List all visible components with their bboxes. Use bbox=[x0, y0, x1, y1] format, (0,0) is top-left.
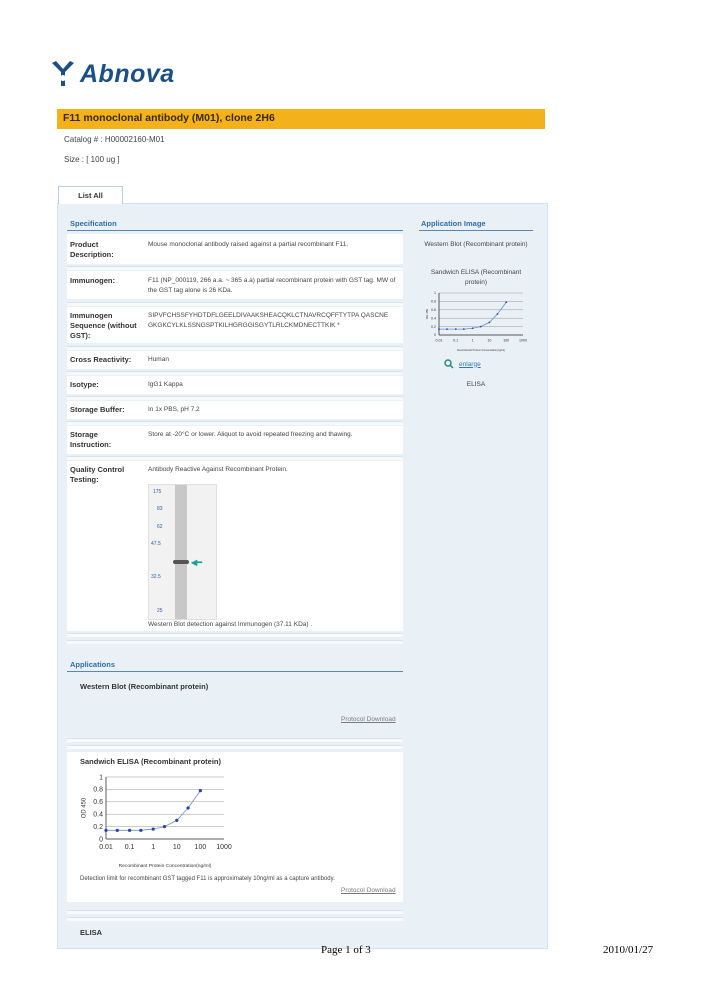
product-size: Size : [ 100 ug ] bbox=[64, 155, 120, 164]
data-point bbox=[438, 328, 440, 330]
band-arrow-icon: ◀━ bbox=[191, 558, 202, 567]
y-tick-label: 0.2 bbox=[431, 324, 436, 329]
data-point bbox=[489, 322, 491, 324]
product-title-bar bbox=[57, 109, 545, 129]
elisa-application-title: ELISA bbox=[80, 928, 103, 937]
y-tick-label: 0 bbox=[434, 333, 436, 338]
data-point bbox=[472, 327, 474, 329]
y-axis-label: OD 450 bbox=[424, 308, 429, 320]
data-point bbox=[463, 328, 465, 330]
y-axis-label: OD 450 bbox=[81, 797, 88, 819]
app-image-western-blot[interactable]: Western Blot (Recombinant protein) bbox=[424, 241, 528, 248]
data-point bbox=[163, 825, 166, 828]
data-point bbox=[116, 829, 119, 832]
row-separator bbox=[67, 745, 403, 749]
x-tick-label: 0.1 bbox=[124, 844, 135, 851]
row-separator bbox=[67, 371, 403, 375]
x-tick-label: 0.01 bbox=[435, 338, 443, 343]
label-storage-buffer: Storage Buffer: bbox=[70, 405, 125, 414]
data-point bbox=[104, 829, 107, 832]
applications-heading: Applications bbox=[70, 660, 116, 669]
data-point bbox=[480, 326, 482, 328]
application-image-rule bbox=[419, 230, 533, 231]
marker-47-5: 47.5 bbox=[151, 541, 161, 547]
enlarge-control[interactable] bbox=[444, 359, 481, 369]
elisa-thumbnail-chart[interactable] bbox=[425, 289, 527, 353]
page-number: Page 1 of 3 bbox=[321, 944, 371, 956]
label-immunogen-sequence: Immunogen Sequence (without GST): bbox=[70, 311, 137, 340]
wb-application-title: Western Blot (Recombinant protein) bbox=[80, 682, 209, 691]
x-tick-label: 100 bbox=[194, 844, 207, 851]
value-storage-buffer: In 1x PBS, pH 7.2 bbox=[148, 406, 200, 413]
specification-rule bbox=[67, 230, 403, 231]
row-separator bbox=[67, 633, 403, 637]
x-tick-label: 1 bbox=[151, 844, 156, 851]
app-image-elisa[interactable]: ELISA bbox=[466, 381, 486, 388]
x-tick-label: 1000 bbox=[519, 338, 527, 343]
data-point bbox=[497, 313, 499, 315]
data-point bbox=[199, 789, 202, 792]
tab-list-all[interactable]: List All bbox=[58, 186, 123, 204]
application-image-heading: Application Image bbox=[421, 219, 486, 228]
specification-heading: Specification bbox=[70, 219, 117, 228]
product-title: F11 monoclonal antibody (M01), clone 2H6 bbox=[63, 112, 275, 124]
value-cross-reactivity: Human bbox=[148, 356, 169, 363]
y-tick-label: 0.8 bbox=[431, 299, 436, 304]
enlarge-link[interactable]: enlarge bbox=[459, 360, 481, 368]
x-tick-label: 10 bbox=[487, 338, 492, 343]
applications-rule bbox=[67, 671, 403, 672]
app-image-sandwich-elisa[interactable]: Sandwich ELISA (Recombinant protein) bbox=[430, 269, 522, 286]
data-point bbox=[152, 827, 155, 830]
sandwich-elisa-title: Sandwich ELISA (Recombinant protein) bbox=[80, 757, 221, 766]
row-separator bbox=[67, 917, 403, 921]
y-tick-label: 1 bbox=[99, 774, 103, 782]
protocol-download-link-2[interactable]: Protocol Download bbox=[341, 887, 396, 894]
sandwich-elisa-chart bbox=[80, 769, 230, 869]
elisa-caption: Detection limit for recombinant GST tagged F11 is approximately 10ng/ml as a capture antibody. bbox=[80, 876, 335, 882]
data-point bbox=[186, 806, 189, 809]
label-storage-instruction: Storage Instruction: bbox=[70, 430, 112, 449]
x-tick-label: 0.01 bbox=[99, 844, 113, 851]
marker-175: 175 bbox=[153, 489, 162, 495]
value-storage-instruction: Store at -20°C or lower. Aliquot to avoid repeated freezing and thawing. bbox=[148, 431, 353, 438]
catalog-number: Catalog # : H00002160-M01 bbox=[64, 135, 165, 144]
marker-25: 25 bbox=[157, 608, 163, 614]
y-tick-label: 0.6 bbox=[431, 308, 436, 312]
magnifier-icon bbox=[444, 359, 454, 369]
label-product-description: Product Description: bbox=[70, 240, 114, 259]
data-point bbox=[139, 829, 142, 832]
y-tick-label: 0.8 bbox=[93, 786, 103, 794]
label-quality-control: Quality Control Testing: bbox=[70, 465, 125, 484]
marker-32-5: 32.5 bbox=[151, 574, 161, 580]
x-tick-label: 0.1 bbox=[453, 338, 459, 343]
row-separator bbox=[67, 640, 403, 644]
value-product-description: Mouse monoclonal antibody raised against a partial recombinant F11. bbox=[148, 241, 349, 248]
data-point bbox=[128, 829, 131, 832]
y-tick-label: 1 bbox=[434, 291, 436, 296]
blot-lane bbox=[175, 485, 187, 619]
protocol-download-link[interactable]: Protocol Download bbox=[341, 716, 396, 723]
row-separator bbox=[67, 421, 403, 425]
blot-caption: Western Blot detection against Immunogen (37.11 KDa) . bbox=[148, 621, 313, 628]
label-isotype: Isotype: bbox=[70, 380, 99, 389]
value-immunogen: F11 (NP_000119, 266 a.a. ~ 365 a.a) partial recombinant protein with GST tag. MW of the GST tag alone is 26 KDa. bbox=[148, 277, 396, 294]
row-separator bbox=[67, 346, 403, 350]
y-tick-label: 0.4 bbox=[431, 316, 436, 321]
data-point bbox=[455, 328, 457, 330]
x-tick-label: 100 bbox=[503, 338, 510, 343]
series-line bbox=[439, 302, 506, 329]
data-point bbox=[505, 301, 507, 303]
y-tick-label: 0.4 bbox=[93, 811, 103, 819]
y-tick-label: 0.2 bbox=[93, 823, 103, 831]
value-isotype: IgG1 Kappa bbox=[148, 381, 183, 388]
row-separator bbox=[67, 396, 403, 400]
series-line bbox=[106, 791, 200, 831]
x-axis-label: Recombinant Protein Concentration(ng/ml) bbox=[118, 864, 212, 869]
print-date: 2010/01/27 bbox=[603, 944, 654, 956]
row-separator bbox=[67, 456, 403, 460]
row-separator bbox=[67, 302, 403, 306]
abnova-logo-icon bbox=[50, 60, 76, 88]
marker-83: 83 bbox=[157, 506, 163, 512]
value-immunogen-sequence: SIPVFCHSSFYHDTDFLGEELDIVAAKSHEACQKLCTNAVRCQFFTYTPA QASCNEGKGKCYLKLSSNGSPTKILHGRGGISGYTLRLCKMDNECTTKIK * bbox=[148, 312, 389, 329]
value-quality-control: Antibody Reactive Against Recombinant Protein. bbox=[148, 466, 288, 473]
y-tick-label: 0 bbox=[99, 836, 103, 844]
spec-row-bg bbox=[67, 461, 403, 631]
row-separator bbox=[67, 738, 403, 742]
label-cross-reactivity: Cross Reactivity: bbox=[70, 355, 132, 364]
marker-62: 62 bbox=[157, 524, 163, 530]
brand-name: Abnova bbox=[80, 59, 175, 88]
spec-row-bg bbox=[67, 376, 403, 394]
abnova-logo bbox=[50, 58, 175, 90]
x-axis-label: Recombinant Protein Concentration(ng/ml) bbox=[457, 349, 505, 352]
x-tick-label: 1 bbox=[471, 338, 474, 343]
data-point bbox=[175, 819, 178, 822]
western-blot-image bbox=[148, 484, 217, 620]
y-tick-label: 0.6 bbox=[93, 799, 103, 807]
row-separator bbox=[67, 910, 403, 914]
row-separator bbox=[67, 266, 403, 270]
label-immunogen: Immunogen: bbox=[70, 276, 115, 285]
data-point bbox=[446, 328, 448, 330]
blot-band bbox=[173, 560, 189, 564]
x-tick-label: 10 bbox=[172, 844, 181, 851]
x-tick-label: 1000 bbox=[216, 844, 232, 851]
